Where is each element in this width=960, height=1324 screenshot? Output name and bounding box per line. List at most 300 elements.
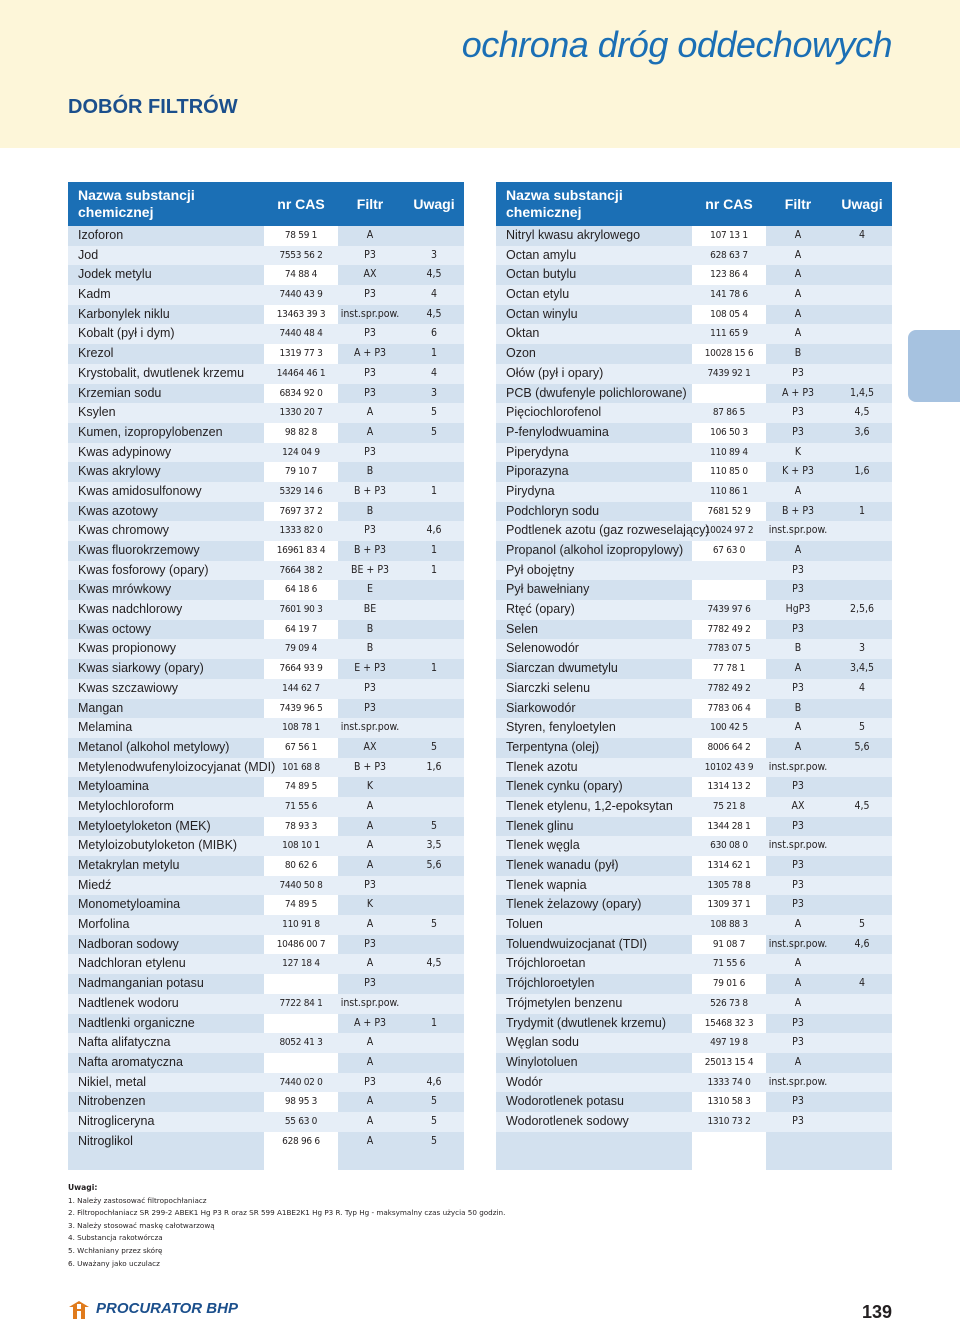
cell-cas: 7782 49 2 <box>707 623 751 635</box>
table-row <box>68 856 464 876</box>
cell-note: 3,5 <box>426 839 442 852</box>
cell-filter: P3 <box>792 425 804 438</box>
table-row <box>496 876 892 896</box>
cell-cas: 75 21 8 <box>712 800 746 812</box>
cell-note: 3 <box>430 248 438 261</box>
table-row <box>68 443 464 463</box>
table-row <box>68 482 464 502</box>
cell-filter: AX <box>791 799 805 812</box>
cell-filter: BE + P3 <box>350 563 390 576</box>
table-row <box>68 777 464 797</box>
cell-name: Metylenodwufenyloizocyjanat (MDI) <box>78 759 276 774</box>
table-row <box>68 1092 464 1112</box>
category-title: ochrona dróg oddechowych <box>461 24 892 65</box>
table-row <box>496 699 892 719</box>
cell-cas: 14464 46 1 <box>276 367 326 379</box>
table-row <box>68 580 464 600</box>
cell-cas: 77 78 1 <box>712 663 746 675</box>
cell-cas: 10028 15 6 <box>704 348 754 360</box>
cell-filter: P3 <box>364 701 376 714</box>
cell-cas: 78 93 3 <box>284 820 318 832</box>
cell-cas: 74 88 4 <box>284 269 318 281</box>
cell-filter: P3 <box>364 1075 376 1088</box>
cell-note: 5,6 <box>854 740 870 753</box>
cell-cas: 6834 92 0 <box>279 387 323 399</box>
cell-filter: B + P3 <box>781 504 815 517</box>
cell-filter: P3 <box>364 977 376 990</box>
cell-name: Kwas adypinowy <box>78 444 172 459</box>
cell-filter: AX <box>363 268 377 281</box>
cell-filter: B <box>366 622 374 635</box>
cell-cas: 74 89 5 <box>284 899 318 911</box>
cell-cas: 7783 07 5 <box>707 643 751 655</box>
cell-note: 4,5 <box>854 406 870 419</box>
table-row <box>496 462 892 482</box>
cell-cas: 630 08 0 <box>710 840 748 852</box>
cell-name: Octan winylu <box>506 306 578 321</box>
cell-filter: P3 <box>364 524 376 537</box>
cell-filter: P3 <box>364 445 376 458</box>
header-filter: Filtr <box>784 196 812 212</box>
cell-filter: P3 <box>792 878 804 891</box>
cell-cas: 7440 50 8 <box>279 879 323 891</box>
cell-name: Podtlenek azotu (gaz rozweselający) <box>506 523 710 538</box>
cell-note: 1,6 <box>426 760 442 773</box>
left-table <box>68 182 464 1170</box>
footnote-item: 3. Należy stosować maskę całotwarzową <box>68 1220 215 1230</box>
table-row <box>496 1092 892 1112</box>
table-row <box>496 521 892 541</box>
cell-filter: A <box>794 248 802 261</box>
cell-note: 4,6 <box>426 1075 442 1088</box>
cell-note: 4 <box>430 366 438 379</box>
footnote-item: 6. Uważany jako uczulacz <box>68 1258 160 1268</box>
table-row <box>68 226 464 246</box>
cell-name: Trójchloroetan <box>506 956 586 971</box>
cell-filter: B <box>366 465 374 478</box>
cell-filter: A <box>794 740 802 753</box>
table-row <box>496 482 892 502</box>
cell-cas: 7681 52 9 <box>707 505 751 517</box>
cell-filter: A <box>366 425 374 438</box>
cell-cas: 1314 13 2 <box>707 781 751 793</box>
cell-filter: A <box>366 799 374 812</box>
cell-cas: 1344 28 1 <box>707 820 751 832</box>
table-row <box>68 1033 464 1053</box>
cell-filter: A <box>366 1036 374 1049</box>
cell-name: Toluen <box>506 917 543 932</box>
table-row <box>496 226 892 246</box>
cell-name: Tlenek żelazowy (opary) <box>506 897 642 912</box>
footnote-item: 4. Substancja rakotwórcza <box>68 1233 163 1243</box>
table-row <box>68 758 464 778</box>
table-row <box>68 876 464 896</box>
cell-name: Octan butylu <box>506 267 577 282</box>
cell-name: Octan amylu <box>506 247 577 262</box>
cell-cas: 98 95 3 <box>284 1096 318 1108</box>
cell-cas: 7440 02 0 <box>279 1076 323 1088</box>
cell-name: Selenowodór <box>506 641 579 656</box>
footnotes <box>68 1182 505 1270</box>
table-row <box>68 895 464 915</box>
cell-name: Kwas szczawiowy <box>78 680 179 695</box>
cell-cas: 108 10 1 <box>282 840 320 852</box>
cell-name: Tlenek glinu <box>506 818 574 833</box>
cell-filter: inst.spr.pow. <box>768 839 828 852</box>
cell-note: 4,6 <box>854 937 870 950</box>
cell-filter: A <box>794 484 802 497</box>
cell-cas: 1310 73 2 <box>707 1115 751 1127</box>
cell-filter: P3 <box>792 1036 804 1049</box>
table-row <box>68 738 464 758</box>
cell-filter: P3 <box>792 406 804 419</box>
table-row <box>496 836 892 856</box>
cell-name: Monometyloamina <box>78 897 181 912</box>
cell-filter: P3 <box>364 681 376 694</box>
cell-name: Pirydyna <box>506 483 555 498</box>
cell-cas: 1310 58 3 <box>707 1096 751 1108</box>
cell-filter: P3 <box>792 1114 804 1127</box>
cell-cas: 141 78 6 <box>710 289 748 301</box>
cell-name: Trójmetylen benzenu <box>506 995 623 1010</box>
table-row <box>68 935 464 955</box>
right-table-body <box>496 226 892 1132</box>
cell-note: 5 <box>430 1114 438 1127</box>
cell-cas: 1319 77 3 <box>279 348 323 360</box>
cell-note: 4 <box>858 977 866 990</box>
cell-cas: 55 63 0 <box>284 1115 318 1127</box>
cell-cas: 10486 00 7 <box>276 938 326 950</box>
cell-cas: 79 09 4 <box>284 643 318 655</box>
header-notes: Uwagi <box>841 196 883 212</box>
cell-cas: 7722 84 1 <box>279 997 323 1009</box>
cell-filter: A <box>366 406 374 419</box>
table-row <box>496 1014 892 1034</box>
cell-name: Piporazyna <box>506 464 569 479</box>
cell-filter: inst.spr.pow. <box>768 1075 828 1088</box>
cell-name: Wodór <box>506 1074 543 1089</box>
table-row <box>68 994 464 1014</box>
footnotes-list <box>68 1195 505 1271</box>
cell-cas: 7439 92 1 <box>707 367 751 379</box>
cell-filter: B <box>794 347 802 360</box>
cell-filter: inst.spr.pow. <box>768 937 828 950</box>
cell-filter: A <box>366 1134 374 1147</box>
cell-cas: 7664 38 2 <box>279 564 323 576</box>
cell-name: Wodorotlenek potasu <box>506 1094 624 1109</box>
cell-filter: A <box>794 229 802 241</box>
cell-filter: inst.spr.pow. <box>340 721 400 734</box>
table-row <box>496 1053 892 1073</box>
cell-cas: 1333 82 0 <box>279 525 323 537</box>
cell-name: Trydymit (dwutlenek krzemu) <box>506 1015 666 1030</box>
table-row <box>496 718 892 738</box>
table-row <box>68 1132 464 1152</box>
cell-filter: A <box>366 839 374 852</box>
cell-cas: 7782 49 2 <box>707 682 751 694</box>
cell-cas: 78 59 1 <box>284 230 318 241</box>
table-row <box>68 600 464 620</box>
cell-cas: 64 18 6 <box>284 584 318 596</box>
cell-cas: 1305 78 8 <box>707 879 751 891</box>
cell-note: 3 <box>430 386 438 399</box>
header-name: Nazwa substancji chemicznej <box>78 187 195 220</box>
cell-name: Krzemian sodu <box>78 385 162 400</box>
table-row <box>496 423 892 443</box>
cell-cas: 7440 43 9 <box>279 289 323 301</box>
cell-name: Pięciochlorofenol <box>506 405 602 420</box>
cell-name: Rtęć (opary) <box>506 602 575 617</box>
cell-note: 5 <box>430 819 438 832</box>
table-row <box>496 324 892 344</box>
cell-cas: 1309 37 1 <box>707 899 751 911</box>
cell-filter: A <box>366 1055 374 1068</box>
cell-note: 2,5,6 <box>849 603 875 616</box>
table-row <box>68 502 464 522</box>
cell-filter: P3 <box>792 366 804 379</box>
cell-filter: A <box>794 307 802 320</box>
table-row <box>496 561 892 581</box>
cell-cas: 67 63 0 <box>712 545 746 556</box>
header-filter: Filtr <box>356 196 384 212</box>
cell-filter: E <box>367 583 373 596</box>
cell-note: 1 <box>430 662 438 675</box>
cell-filter: A + P3 <box>353 347 387 360</box>
table-row <box>68 974 464 994</box>
cell-filter: A <box>794 327 802 340</box>
cell-filter: P3 <box>792 622 804 635</box>
table-row <box>68 364 464 384</box>
cell-filter: A <box>794 996 802 1009</box>
table-row <box>68 344 464 364</box>
cell-name: Tlenek wanadu (pył) <box>506 858 619 872</box>
cell-cas: 74 89 5 <box>284 781 318 793</box>
cell-cas: 71 55 6 <box>712 958 746 970</box>
cell-name: Metyloizobutyloketon (MIBK) <box>78 838 238 853</box>
table-row <box>68 679 464 699</box>
cell-cas: 7783 06 4 <box>707 702 751 714</box>
cell-name: Krystobalit, dwutlenek krzemu <box>78 365 245 380</box>
table-row <box>496 344 892 364</box>
table-row <box>68 915 464 935</box>
cell-cas: 87 86 5 <box>712 407 746 419</box>
cell-cas: 7601 90 3 <box>279 604 323 616</box>
cell-name: Pył bawełniany <box>506 582 590 597</box>
cell-cas: 144 62 7 <box>282 682 320 694</box>
cell-name: Nadtlenki organiczne <box>78 1015 195 1030</box>
table-row <box>496 502 892 522</box>
cell-cas: 110 86 1 <box>710 485 748 497</box>
cell-name: Tlenek cynku (opary) <box>506 779 623 794</box>
cell-name: Miedź <box>78 877 112 892</box>
cell-cas: 628 96 6 <box>282 1135 320 1147</box>
cell-name: Jodek metylu <box>78 267 152 282</box>
table-row <box>496 600 892 620</box>
table-row <box>496 935 892 955</box>
cell-cas: 7553 56 2 <box>279 249 323 261</box>
table-row <box>496 443 892 463</box>
cell-filter: P3 <box>364 937 376 950</box>
cell-name: Kwas mrówkowy <box>78 582 172 597</box>
table-row <box>496 915 892 935</box>
cell-note: 4,5 <box>854 799 870 812</box>
table-row <box>496 639 892 659</box>
cell-filter: A <box>794 1055 802 1068</box>
table-row <box>68 699 464 719</box>
cell-name: Morfolina <box>78 917 130 932</box>
table-row <box>496 1033 892 1053</box>
cell-filter: P3 <box>364 878 376 891</box>
cell-filter: A <box>794 721 802 734</box>
cell-name: Izoforon <box>78 228 124 242</box>
cell-note: 4,5 <box>426 957 442 970</box>
cell-cas: 526 73 8 <box>710 997 748 1009</box>
cell-name: Winylotoluen <box>506 1054 578 1069</box>
cell-name: Tlenek wapnia <box>506 877 587 892</box>
cell-note: 3 <box>858 642 866 655</box>
cell-filter: inst.spr.pow. <box>768 524 828 537</box>
table-row <box>496 679 892 699</box>
cell-name: Ołów (pył i opary) <box>506 365 604 380</box>
footnote-item: 2. Filtropochłaniacz SR 299-2 ABEK1 Hg P3 R oraz SR 599 A1BE2K1 Hg P3 R. Typ Hg - maksymalny czas użycia 50 godzin. <box>68 1208 506 1218</box>
table-row <box>68 521 464 541</box>
cell-name: Kobalt (pył i dym) <box>78 326 175 341</box>
cell-filter: A <box>794 544 802 556</box>
cell-cas: 79 01 6 <box>712 978 746 990</box>
cell-cas: 497 19 8 <box>710 1037 748 1049</box>
cell-filter: P3 <box>792 563 804 576</box>
cell-note: 5 <box>430 918 438 931</box>
cell-note: 4,5 <box>426 307 442 320</box>
cell-filter: P3 <box>792 859 804 871</box>
cell-name: Kwas akrylowy <box>78 464 161 479</box>
table-row <box>68 246 464 266</box>
cell-note: 4 <box>858 681 866 694</box>
procurator-logo-icon <box>68 1300 90 1320</box>
cell-filter: BE <box>363 603 377 616</box>
cell-note: 1 <box>430 1016 438 1029</box>
table-row <box>496 856 892 876</box>
cell-filter: B + P3 <box>353 484 387 497</box>
cell-cas: 123 86 4 <box>710 269 748 281</box>
cell-cas: 5329 14 6 <box>279 485 323 497</box>
cell-note: 5,6 <box>426 859 442 871</box>
header-band <box>0 0 960 148</box>
table-row <box>68 1112 464 1132</box>
cell-cas: 1330 20 7 <box>279 407 323 419</box>
cell-name: Ozon <box>506 346 536 361</box>
table-row <box>68 954 464 974</box>
cell-name: Pył obojętny <box>506 562 575 577</box>
cell-cas: 110 85 0 <box>710 466 748 478</box>
cell-name: Nitrogliceryna <box>78 1113 155 1128</box>
cell-filter: A <box>794 288 802 301</box>
cell-name: Siarkowodór <box>506 700 576 715</box>
cell-cas: 10024 97 2 <box>704 525 754 537</box>
cell-filter: P3 <box>364 327 376 340</box>
cell-name: Selen <box>506 621 538 636</box>
cell-filter: A <box>366 1095 374 1108</box>
cell-filter: inst.spr.pow. <box>768 760 828 773</box>
cell-note: 5 <box>430 1134 438 1147</box>
cell-name: Krezol <box>78 346 114 361</box>
cell-name: Oktan <box>506 326 540 341</box>
cell-name: Metakrylan metylu <box>78 858 180 872</box>
table-row <box>68 462 464 482</box>
cell-cas: 108 88 3 <box>710 919 748 931</box>
cell-note: 1,4,5 <box>849 386 875 399</box>
table-row <box>496 265 892 285</box>
cell-cas: 15468 32 3 <box>704 1017 754 1029</box>
cell-filter: B <box>794 701 802 714</box>
cell-name: Kadm <box>78 287 111 302</box>
cell-cas: 13463 39 3 <box>276 308 326 320</box>
table-row <box>496 994 892 1014</box>
cell-cas: 108 05 4 <box>710 308 748 320</box>
cell-cas: 110 89 4 <box>710 446 748 458</box>
cell-name: Metylochloroform <box>78 798 174 813</box>
cell-filter: P3 <box>792 819 804 832</box>
table-row <box>68 718 464 738</box>
cell-cas: 98 82 8 <box>284 426 318 438</box>
table-row <box>68 1014 464 1034</box>
cell-name: Metanol (alkohol metylowy) <box>78 739 230 754</box>
cell-note: 4 <box>858 229 866 241</box>
cell-filter: A <box>794 918 802 931</box>
cell-cas: 124 04 9 <box>282 446 320 458</box>
section-title: DOBÓR FILTRÓW <box>68 96 238 118</box>
cell-name: Nikiel, metal <box>78 1074 147 1089</box>
cell-filter: E + P3 <box>354 662 386 675</box>
cell-filter: A + P3 <box>781 386 815 399</box>
cell-cas: 628 63 7 <box>710 249 748 261</box>
cell-filter: B + P3 <box>353 760 387 773</box>
left-table-header <box>68 182 464 226</box>
cell-filter: P3 <box>792 898 804 911</box>
cell-cas: 10102 43 9 <box>704 761 754 773</box>
cell-cas: 7697 37 2 <box>279 505 323 517</box>
cell-name: Siarczan dwumetylu <box>506 661 618 676</box>
cell-name: Terpentyna (olej) <box>506 739 600 754</box>
table-row <box>496 403 892 423</box>
cell-filter: AX <box>363 740 377 753</box>
table-row <box>68 305 464 325</box>
cell-name: Nadchloran etylenu <box>78 956 186 971</box>
cell-filter: P3 <box>792 1095 804 1108</box>
table-row <box>68 384 464 404</box>
cell-name: Propanol (alkohol izopropylowy) <box>506 543 684 557</box>
cell-cas: 127 18 4 <box>282 958 320 970</box>
cell-name: Siarczki selenu <box>506 680 591 695</box>
cell-name: Wodorotlenek sodowy <box>506 1113 629 1128</box>
cell-cas: 7664 93 9 <box>279 663 323 675</box>
cell-cas: 79 10 7 <box>284 466 318 478</box>
table-row <box>68 403 464 423</box>
cell-filter: HgP3 <box>785 603 811 616</box>
cell-cas: 7439 96 5 <box>279 702 323 714</box>
table-row <box>68 836 464 856</box>
table-row <box>68 797 464 817</box>
table-row <box>496 541 892 561</box>
cell-cas: 106 50 3 <box>710 426 748 438</box>
cell-filter: B <box>366 504 374 517</box>
table-row <box>496 305 892 325</box>
cell-name: Kwas siarkowy (opary) <box>78 661 204 676</box>
cell-name: Nafta alifatyczna <box>78 1035 171 1050</box>
cell-name: Styren, fenyloetylen <box>506 720 616 735</box>
cell-cas: 91 08 7 <box>712 938 746 950</box>
cell-name: Kumen, izopropylobenzen <box>78 424 223 439</box>
